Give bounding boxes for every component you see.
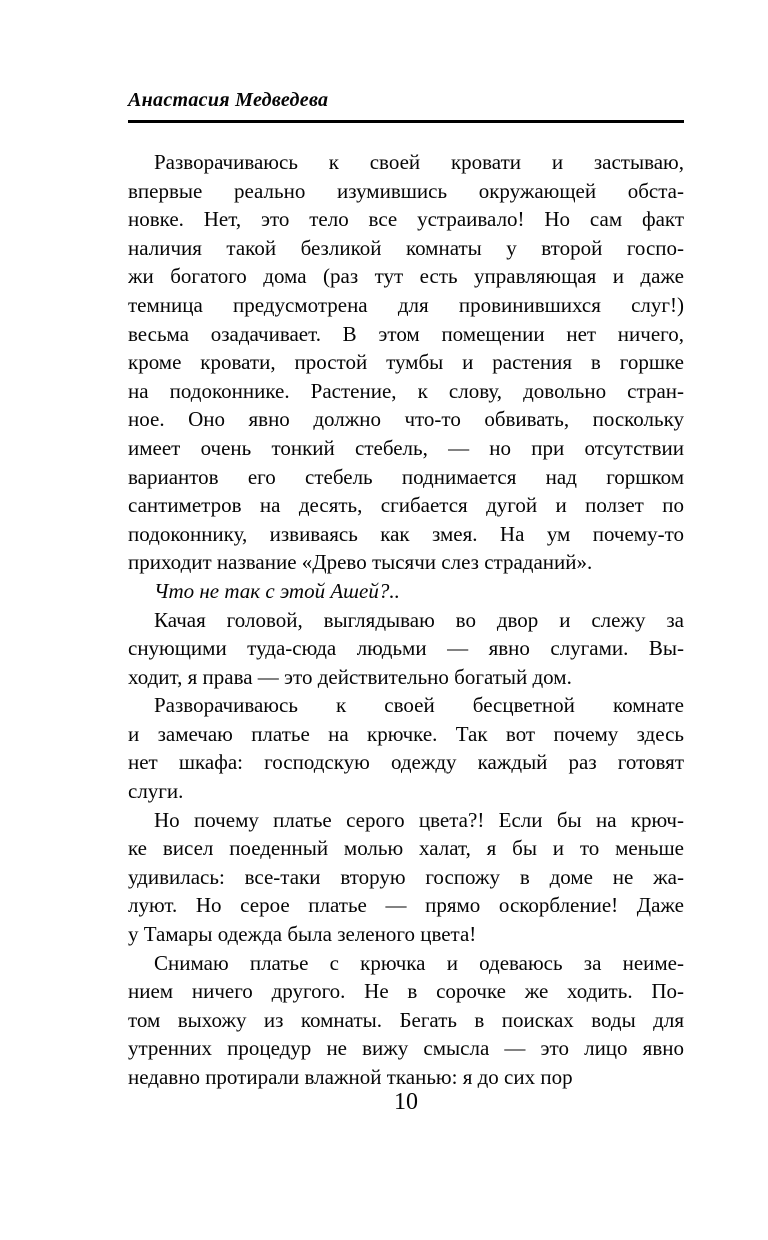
text-line: темница предусмотрена для провинившихся слуг!) — [128, 292, 684, 317]
text-line: подоконнику, извиваясь как змея. На ум почему-то — [128, 521, 684, 546]
text-line: на подоконнике. Растение, к слову, довольно стран- — [128, 378, 684, 403]
text-line: кроме кровати, простой тумбы и растения в горшке — [128, 350, 684, 375]
paragraph — [128, 806, 684, 949]
text-line: утренних процедур не вижу смысла — это лицо явно — [128, 1036, 684, 1061]
author-header: Анастасия Медведева — [128, 89, 329, 111]
text-line: Качая головой, выглядываю во двор и слежу за — [154, 607, 684, 632]
text-line: нет шкафа: господскую одежду каждый раз готовят — [128, 750, 684, 775]
text-line: имеет очень тонкий стебель, — но при отсутствии — [128, 435, 684, 460]
header-rule — [128, 120, 684, 123]
text-line: слуги. — [128, 779, 184, 804]
text-line: Снимаю платье с крючка и одеваюсь за неиме- — [154, 950, 684, 975]
text-line: снующими туда-сюда людьми — явно слугами. Вы- — [128, 636, 684, 661]
paragraph — [128, 606, 684, 692]
text-line: у Тамары одежда была зеленого цвета! — [128, 922, 477, 947]
text-line: жи богатого дома (раз тут есть управляющая и даже — [128, 264, 684, 289]
text-line: Но почему платье серого цвета?! Если бы на крюч- — [154, 807, 684, 832]
text-line: сантиметров на десять, сгибается дугой и ползет по — [128, 493, 684, 518]
text-line: Разворачиваюсь к своей кровати и застываю, — [154, 150, 684, 174]
text-line: нием ничего другого. Не в сорочке же ходить. По- — [128, 979, 684, 1004]
text-line: Разворачиваюсь к своей бесцветной комнате — [154, 693, 684, 718]
page-number: 10 — [394, 1089, 418, 1115]
text-line: том выхожу из комнаты. Бегать в поисках воды для — [128, 1007, 684, 1032]
text-line: Что не так с этой Ашей?.. — [154, 578, 400, 603]
text-line: ное. Оно явно должно что-то обвивать, поскольку — [128, 407, 684, 432]
text-line: недавно протирали влажной тканью: я до сих пор — [128, 1065, 573, 1089]
text-line: удивилась: все-таки вторую госпожу в доме не жа- — [128, 864, 684, 889]
paragraph — [128, 949, 684, 1092]
paragraph — [128, 691, 684, 805]
paragraph — [128, 577, 684, 606]
text-line: новке. Нет, это тело все устраивало! Но сам факт — [128, 207, 684, 232]
text-line: и замечаю платье на крючке. Так вот почему здесь — [128, 721, 684, 746]
text-line: луют. Но серое платье — прямо оскорбление! Даже — [128, 893, 684, 918]
text-line: приходит название «Древо тысячи слез страданий». — [128, 550, 593, 575]
text-line: весьма озадачивает. В этом помещении нет ничего, — [128, 321, 684, 346]
text-line: вариантов его стебель поднимается над горшком — [128, 464, 684, 489]
text-line: ходит, я права — это действительно богатый дом. — [128, 664, 572, 689]
text-line: наличия такой безликой комнаты у второй госпо- — [128, 235, 684, 260]
body-text — [128, 148, 684, 1092]
text-line: впервые реально изумившись окружающей обста- — [128, 178, 684, 203]
text-line: ке висел поеденный молью халат, я бы и то меньше — [128, 836, 684, 861]
paragraph — [128, 148, 684, 577]
